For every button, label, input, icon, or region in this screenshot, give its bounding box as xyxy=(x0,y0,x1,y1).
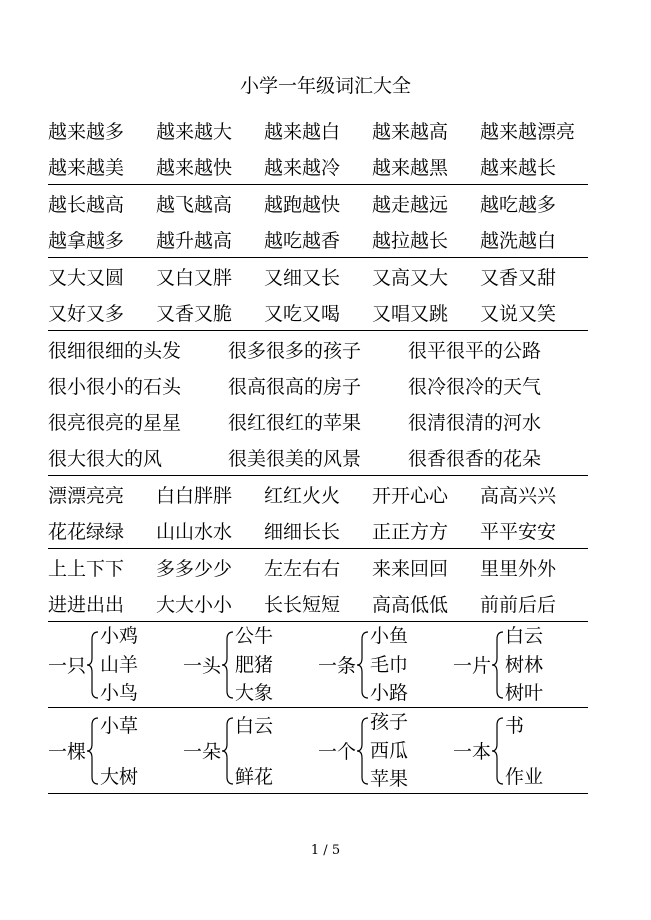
word: 正正方方 xyxy=(372,520,449,543)
measure-item: 公牛 xyxy=(235,625,274,647)
measure-group xyxy=(48,622,183,707)
measure-item: 书 xyxy=(505,715,525,737)
word: 越来越冷 xyxy=(264,156,341,179)
measure-label: 一棵 xyxy=(48,741,87,763)
measure-group xyxy=(318,708,453,793)
word-row xyxy=(48,148,588,184)
measure-items xyxy=(100,708,138,793)
word: 长长短短 xyxy=(264,593,341,616)
word: 山山水水 xyxy=(156,520,233,543)
measure-items xyxy=(235,708,273,793)
measure-label: 一条 xyxy=(318,655,357,677)
word-row xyxy=(48,112,588,148)
word: 开开心心 xyxy=(372,484,449,507)
word: 红红火火 xyxy=(264,484,341,507)
measure-label: 一本 xyxy=(453,741,492,763)
measure-label: 一个 xyxy=(318,741,357,763)
measure-items xyxy=(370,622,408,707)
word-row xyxy=(48,403,588,439)
word: 高高低低 xyxy=(372,593,449,616)
phrase: 很高很高的房子 xyxy=(228,375,362,398)
measure-item: 小鸟 xyxy=(100,682,139,704)
section-aabb-words xyxy=(48,476,588,549)
word: 来来回回 xyxy=(372,557,449,580)
measure-item: 肥猪 xyxy=(235,653,274,676)
phrase: 很冷很冷的天气 xyxy=(408,375,542,398)
word: 越来越美 xyxy=(48,156,125,179)
phrase: 很平很平的公路 xyxy=(408,339,542,362)
measure-label: 一头 xyxy=(183,655,222,677)
brace-icon xyxy=(221,716,235,786)
section-yue-lai-yue xyxy=(48,112,588,185)
measure-group xyxy=(183,708,318,793)
word: 里里外外 xyxy=(480,557,557,580)
page-number: 1 / 5 xyxy=(310,843,341,858)
word: 越来越快 xyxy=(156,156,233,179)
measure-item: 毛巾 xyxy=(370,653,409,676)
measure-item: 鲜花 xyxy=(235,766,274,788)
measure-items xyxy=(505,708,543,793)
phrase: 很亮很亮的星星 xyxy=(48,411,182,434)
measure-group xyxy=(318,622,453,707)
brace-icon xyxy=(86,716,100,786)
word: 高高兴兴 xyxy=(480,484,557,507)
measure-label: 一只 xyxy=(48,655,87,677)
measure-items xyxy=(235,622,273,707)
measure-item: 作业 xyxy=(505,766,544,788)
brace-icon xyxy=(221,630,235,700)
brace-icon xyxy=(356,716,370,786)
measure-item: 大象 xyxy=(235,682,274,704)
word: 越拉越长 xyxy=(372,229,449,252)
word: 越来越漂亮 xyxy=(480,120,576,143)
word: 进进出出 xyxy=(48,593,125,616)
word-row xyxy=(48,476,588,512)
measure-item: 西瓜 xyxy=(370,739,409,762)
word: 越吃越香 xyxy=(264,229,341,252)
phrase: 很多很多的孩子 xyxy=(228,339,362,362)
vocabulary-content xyxy=(48,112,588,794)
word: 又大又圆 xyxy=(48,266,125,289)
measure-items xyxy=(100,622,138,707)
word: 越升越高 xyxy=(156,229,233,252)
section-you-x-you-y xyxy=(48,258,588,331)
measure-group xyxy=(48,708,183,793)
word: 越来越大 xyxy=(156,120,233,143)
measure-item: 小路 xyxy=(370,682,409,704)
word: 越拿越多 xyxy=(48,229,125,252)
word: 前前后后 xyxy=(480,593,557,616)
word: 又说又笑 xyxy=(480,302,557,325)
measure-group xyxy=(453,622,588,707)
word: 白白胖胖 xyxy=(156,484,233,507)
measure-item: 山羊 xyxy=(100,653,139,676)
phrase: 很红很红的苹果 xyxy=(228,411,362,434)
measure-label: 一朵 xyxy=(183,741,222,763)
phrase: 很小很小的石头 xyxy=(48,375,182,398)
word-row xyxy=(48,367,588,403)
word-row xyxy=(48,294,588,330)
measure-group xyxy=(183,622,318,707)
word: 又白又胖 xyxy=(156,266,233,289)
section-hen-hen-de xyxy=(48,331,588,476)
phrase: 很细很细的头发 xyxy=(48,339,182,362)
word: 又高又大 xyxy=(372,266,449,289)
brace-icon xyxy=(491,630,505,700)
brace-icon xyxy=(86,630,100,700)
word: 越来越黑 xyxy=(372,156,449,179)
measure-items xyxy=(370,708,408,793)
word: 越洗越白 xyxy=(480,229,557,252)
measure-item: 树叶 xyxy=(505,682,544,704)
phrase: 很清很清的河水 xyxy=(408,411,542,434)
word: 又细又长 xyxy=(264,266,341,289)
brace-icon xyxy=(491,716,505,786)
word: 漂漂亮亮 xyxy=(48,484,125,507)
measure-item: 孩子 xyxy=(370,711,409,733)
word: 多多少少 xyxy=(156,557,233,580)
word: 越长越高 xyxy=(48,193,125,216)
word: 又香又甜 xyxy=(480,266,557,289)
word-row xyxy=(48,439,588,475)
word: 花花绿绿 xyxy=(48,520,125,543)
word: 越吃越多 xyxy=(480,193,557,216)
word: 细细长长 xyxy=(264,520,341,543)
word: 又吃又喝 xyxy=(264,302,341,325)
brace-icon xyxy=(356,630,370,700)
measure-item: 树林 xyxy=(505,653,544,676)
word-row xyxy=(48,258,588,294)
measure-item: 苹果 xyxy=(370,768,409,790)
word-row xyxy=(48,331,588,367)
word: 又好又多 xyxy=(48,302,125,325)
section-opposite-pairs xyxy=(48,549,588,622)
word: 越走越远 xyxy=(372,193,449,216)
word: 又香又脆 xyxy=(156,302,233,325)
phrase: 很美很美的风景 xyxy=(228,447,362,470)
phrase: 很大很大的风 xyxy=(48,447,163,470)
word: 又唱又跳 xyxy=(372,302,449,325)
word: 左左右右 xyxy=(264,557,341,580)
measure-item: 大树 xyxy=(100,766,139,788)
word-row xyxy=(48,585,588,621)
measure-label: 一片 xyxy=(453,655,492,677)
word: 越来越多 xyxy=(48,120,125,143)
word: 越来越高 xyxy=(372,120,449,143)
word: 上上下下 xyxy=(48,557,125,580)
word: 平平安安 xyxy=(480,520,557,543)
word: 越来越长 xyxy=(480,156,557,179)
phrase: 很香很香的花朵 xyxy=(408,447,542,470)
measure-group xyxy=(453,708,588,793)
page-title: 小学一年级词汇大全 xyxy=(239,75,411,97)
word: 大大小小 xyxy=(156,593,233,616)
word: 越飞越高 xyxy=(156,193,233,216)
word-row xyxy=(48,549,588,585)
section-measure-words-2 xyxy=(48,708,588,794)
word-row xyxy=(48,512,588,548)
measure-item: 白云 xyxy=(505,625,544,647)
word: 越来越白 xyxy=(264,120,341,143)
section-yue-x-yue-y xyxy=(48,185,588,258)
section-measure-words-1 xyxy=(48,622,588,708)
word: 越跑越快 xyxy=(264,193,341,216)
measure-item: 白云 xyxy=(235,715,274,737)
measure-item: 小鸡 xyxy=(100,625,139,647)
measure-item: 小草 xyxy=(100,715,139,737)
measure-item: 小鱼 xyxy=(370,625,409,647)
word-row xyxy=(48,185,588,221)
word-row xyxy=(48,221,588,257)
measure-items xyxy=(505,622,543,707)
